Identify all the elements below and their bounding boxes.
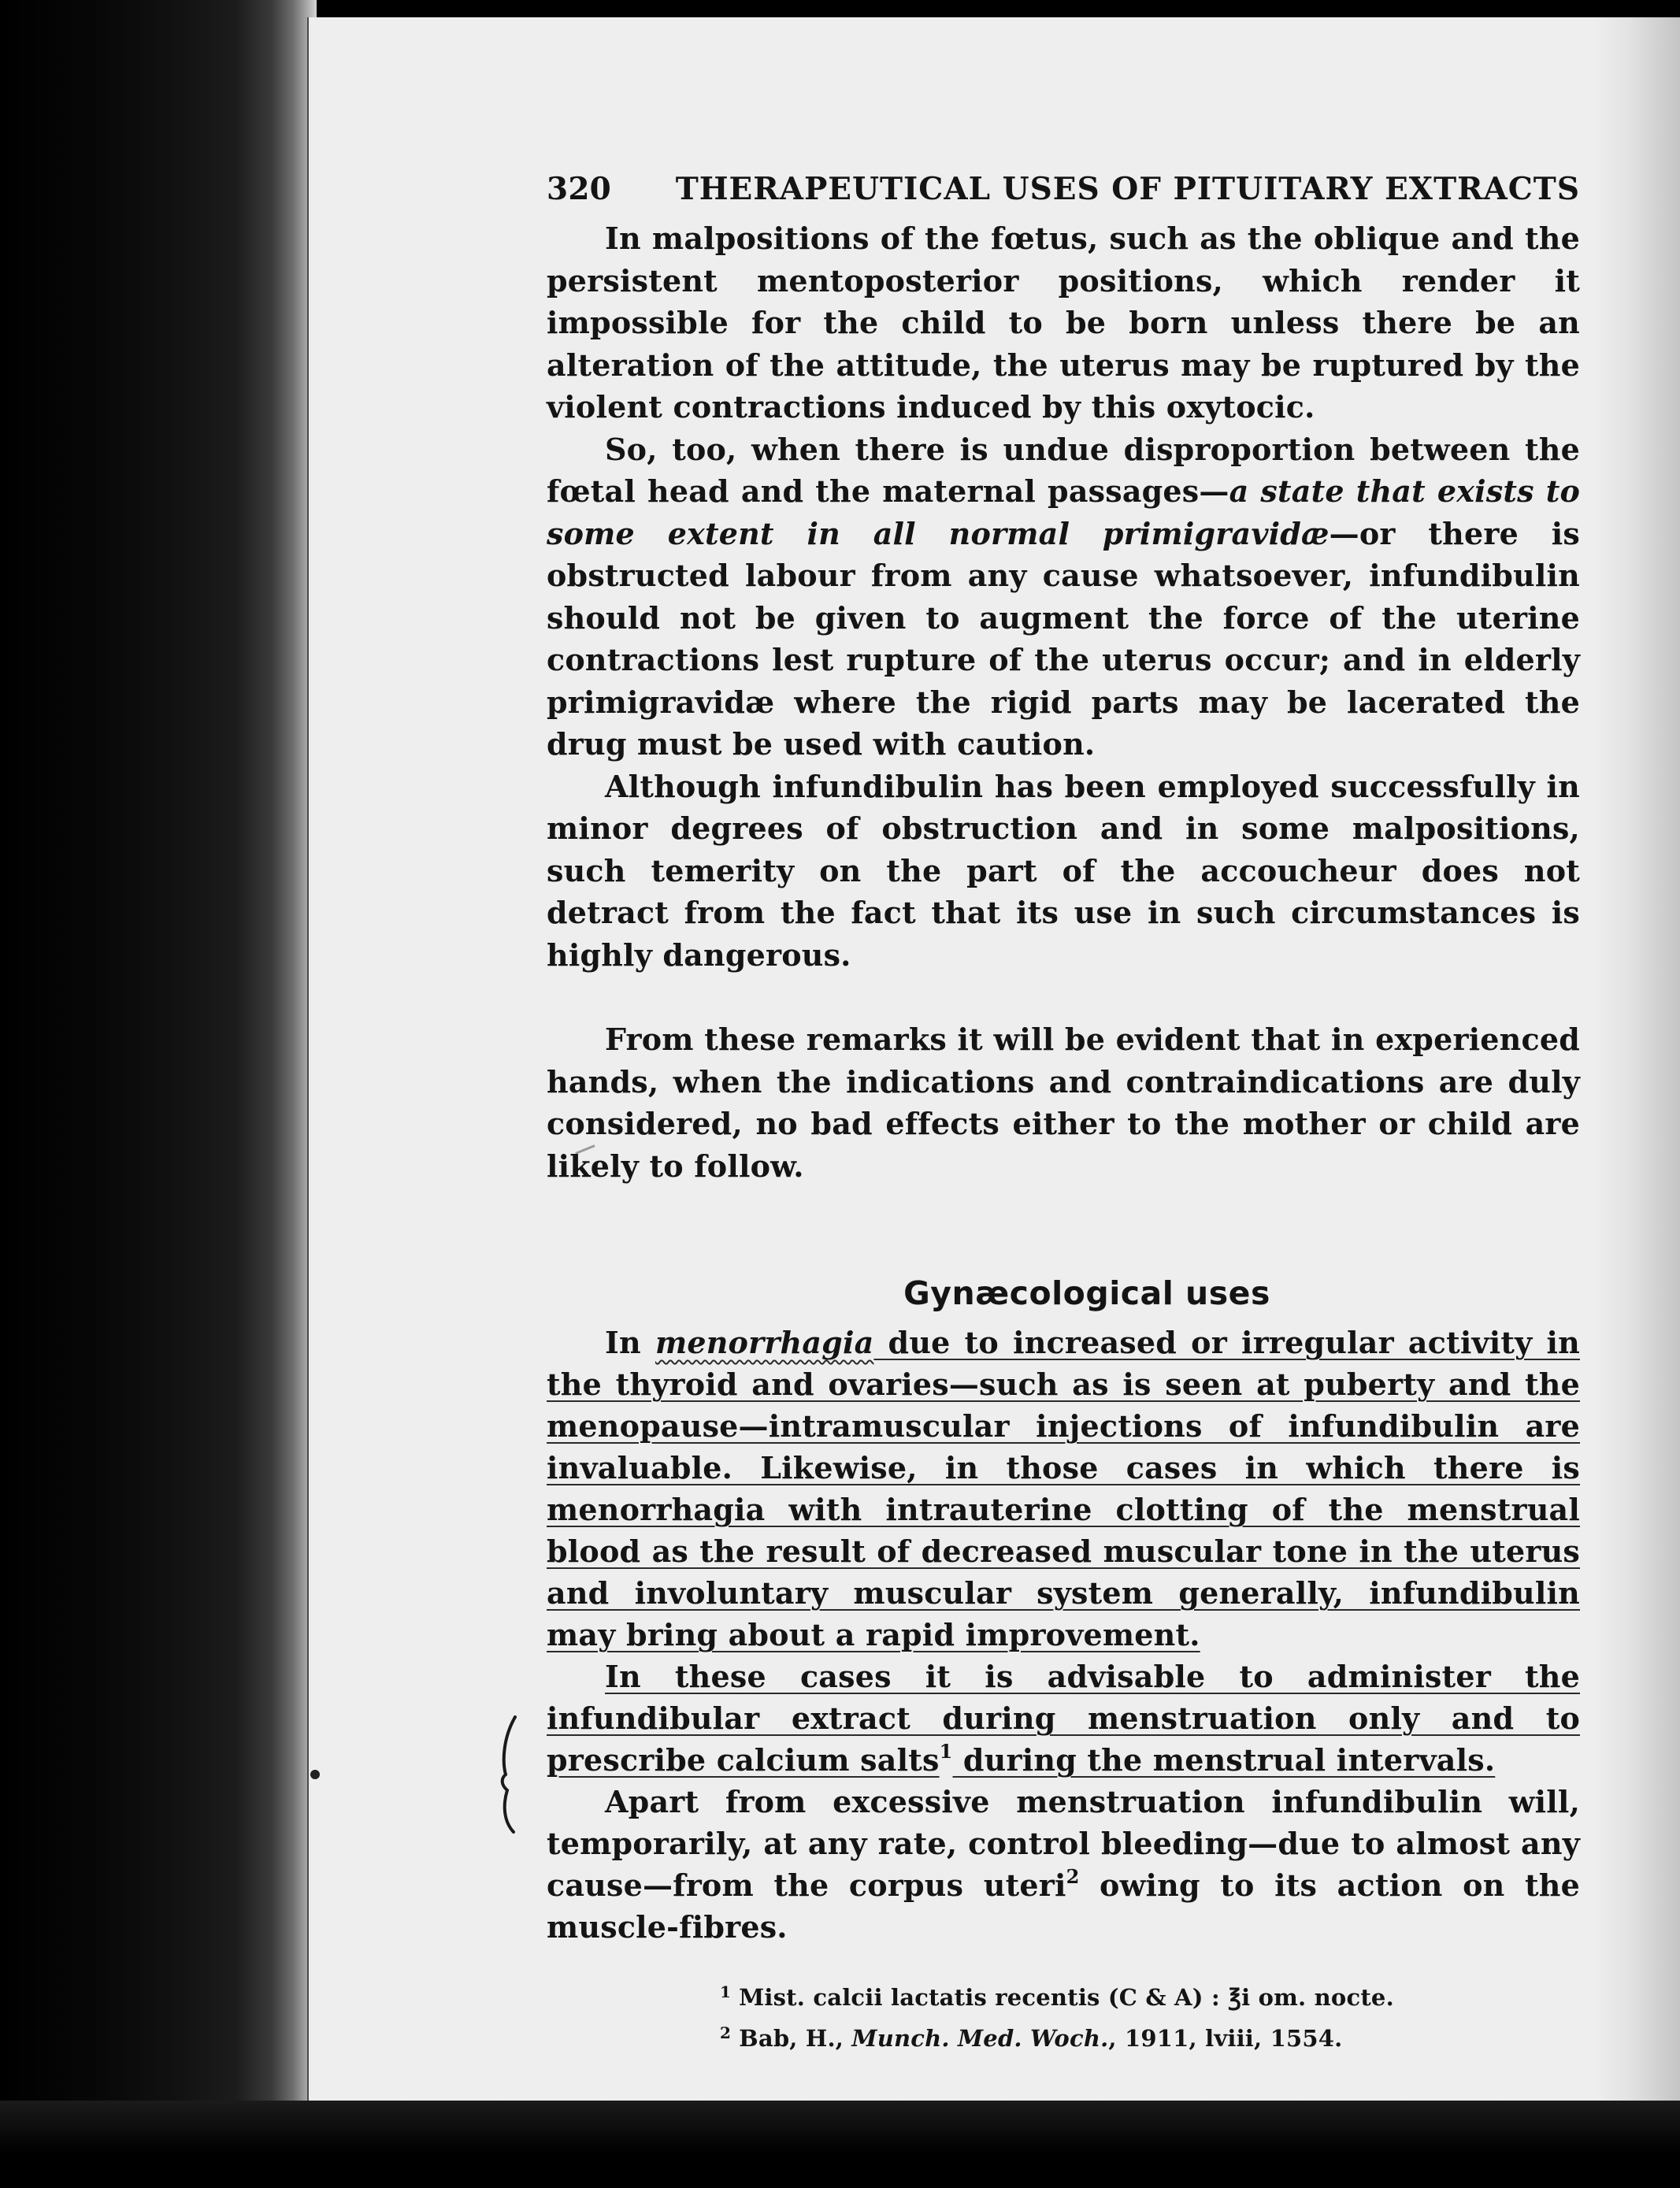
footnote-journal: Munch. Med. Woch. bbox=[851, 2025, 1109, 2052]
footnote-text: , 1911, lviii, 1554. bbox=[1108, 2025, 1343, 2052]
running-title: THERAPEUTICAL USES OF PITUITARY EXTRACTS bbox=[675, 171, 1580, 207]
footnote-ref-1: 1 bbox=[939, 1740, 953, 1763]
paragraph-text: Apart from excessive menstruation infundibulin will, temporarily, at any rate, control bleeding—due to almost any cause—from the corpus uteri bbox=[547, 1784, 1580, 1903]
footnote-text: Bab, H., bbox=[739, 2025, 852, 2052]
paragraph-bleeding bbox=[547, 1781, 1580, 1948]
footnote-text: Mist. calcii lactatis recentis (C & A) : ℥i om. nocte. bbox=[739, 1984, 1394, 2011]
paragraph-conclusion: From these remarks it will be evident that in experienced hands, when the indications and contraindications are duly considered, no bad effects either to the mother or child are likely to follow. bbox=[547, 1022, 1580, 1184]
footnote-number: 1 bbox=[720, 1982, 732, 2001]
scan-bottom-border bbox=[0, 2101, 1680, 2188]
paragraph-text: —or there is obstructed labour from any cause whatsoever, infundibulin should not be given to augment the force of the uterine contractions lest rupture of the uterus occur; and in elderly primigravidæ where the rigid parts may be lacerated the drug must be used with caution. bbox=[547, 515, 1581, 762]
running-head bbox=[547, 165, 1580, 213]
paragraph-administration bbox=[547, 1656, 1580, 1781]
footnote-1 bbox=[720, 1975, 1580, 2016]
underlined-passage: during the menstrual intervals. bbox=[952, 1742, 1496, 1778]
text-column bbox=[547, 165, 1580, 2056]
section-heading: Gynæcological uses bbox=[903, 1274, 1270, 1312]
handwritten-margin-bracket bbox=[498, 1715, 521, 1834]
italic-phrase: a state that exists to some extent in all normal primigravidæ bbox=[547, 473, 1580, 551]
book-binding-gutter bbox=[0, 0, 317, 2188]
footnote-ref-2: 2 bbox=[1066, 1865, 1080, 1888]
paragraph-malpositions: In malpositions of the fœtus, such as the oblique and the persistent mentoposterior positions, which render it impossible for the child to be born unless there be an alteration of the attitude, the uterus may be ruptured by the violent contractions induced by this oxytocic. bbox=[547, 221, 1580, 425]
paragraph-obstruction: Although infundibulin has been employed successfully in minor degrees of obstruction and in some malpositions, such temerity on the part of the accoucheur does not detract from the fact that its use in such circumstances is highly dangerous. bbox=[547, 768, 1580, 973]
paragraph-text: owing to its action on the muscle-fibres. bbox=[547, 1867, 1580, 1945]
margin-ink-dot bbox=[310, 1770, 320, 1779]
underlined-passage: due to increased or irregular activity in the thyroid and ovaries—such as is seen at puberty and the menopause—intramuscular injections of infundibulin are invaluable. Likewise, in those cases in which there is menorrhagia with intrauterine clotting of the menstrual blood as the result of decreased muscular tone in the uterus and involuntary muscular system generally, infundibulin may bring about a rapid improvement. bbox=[547, 1325, 1580, 1652]
underlined-passage: In these cases it is advisable to administer the infundibular extract during menstruation only and to prescribe calcium salts bbox=[547, 1659, 1580, 1778]
footnote-number: 2 bbox=[720, 2023, 732, 2042]
italic-term-menorrhagia: menorrhagia bbox=[655, 1325, 874, 1360]
page-number: 320 bbox=[547, 171, 612, 207]
paragraph-menorrhagia bbox=[547, 1322, 1580, 1656]
footnote-2 bbox=[720, 2016, 1580, 2056]
paragraph-text: So, too, when there is undue disproportion between the fœtal head and the maternal passages— bbox=[547, 431, 1580, 509]
gynaecological-section bbox=[547, 1322, 1580, 1948]
paragraph-disproportion bbox=[547, 428, 1580, 766]
footnotes bbox=[547, 1975, 1580, 2056]
paragraph-text: In bbox=[605, 1325, 655, 1360]
